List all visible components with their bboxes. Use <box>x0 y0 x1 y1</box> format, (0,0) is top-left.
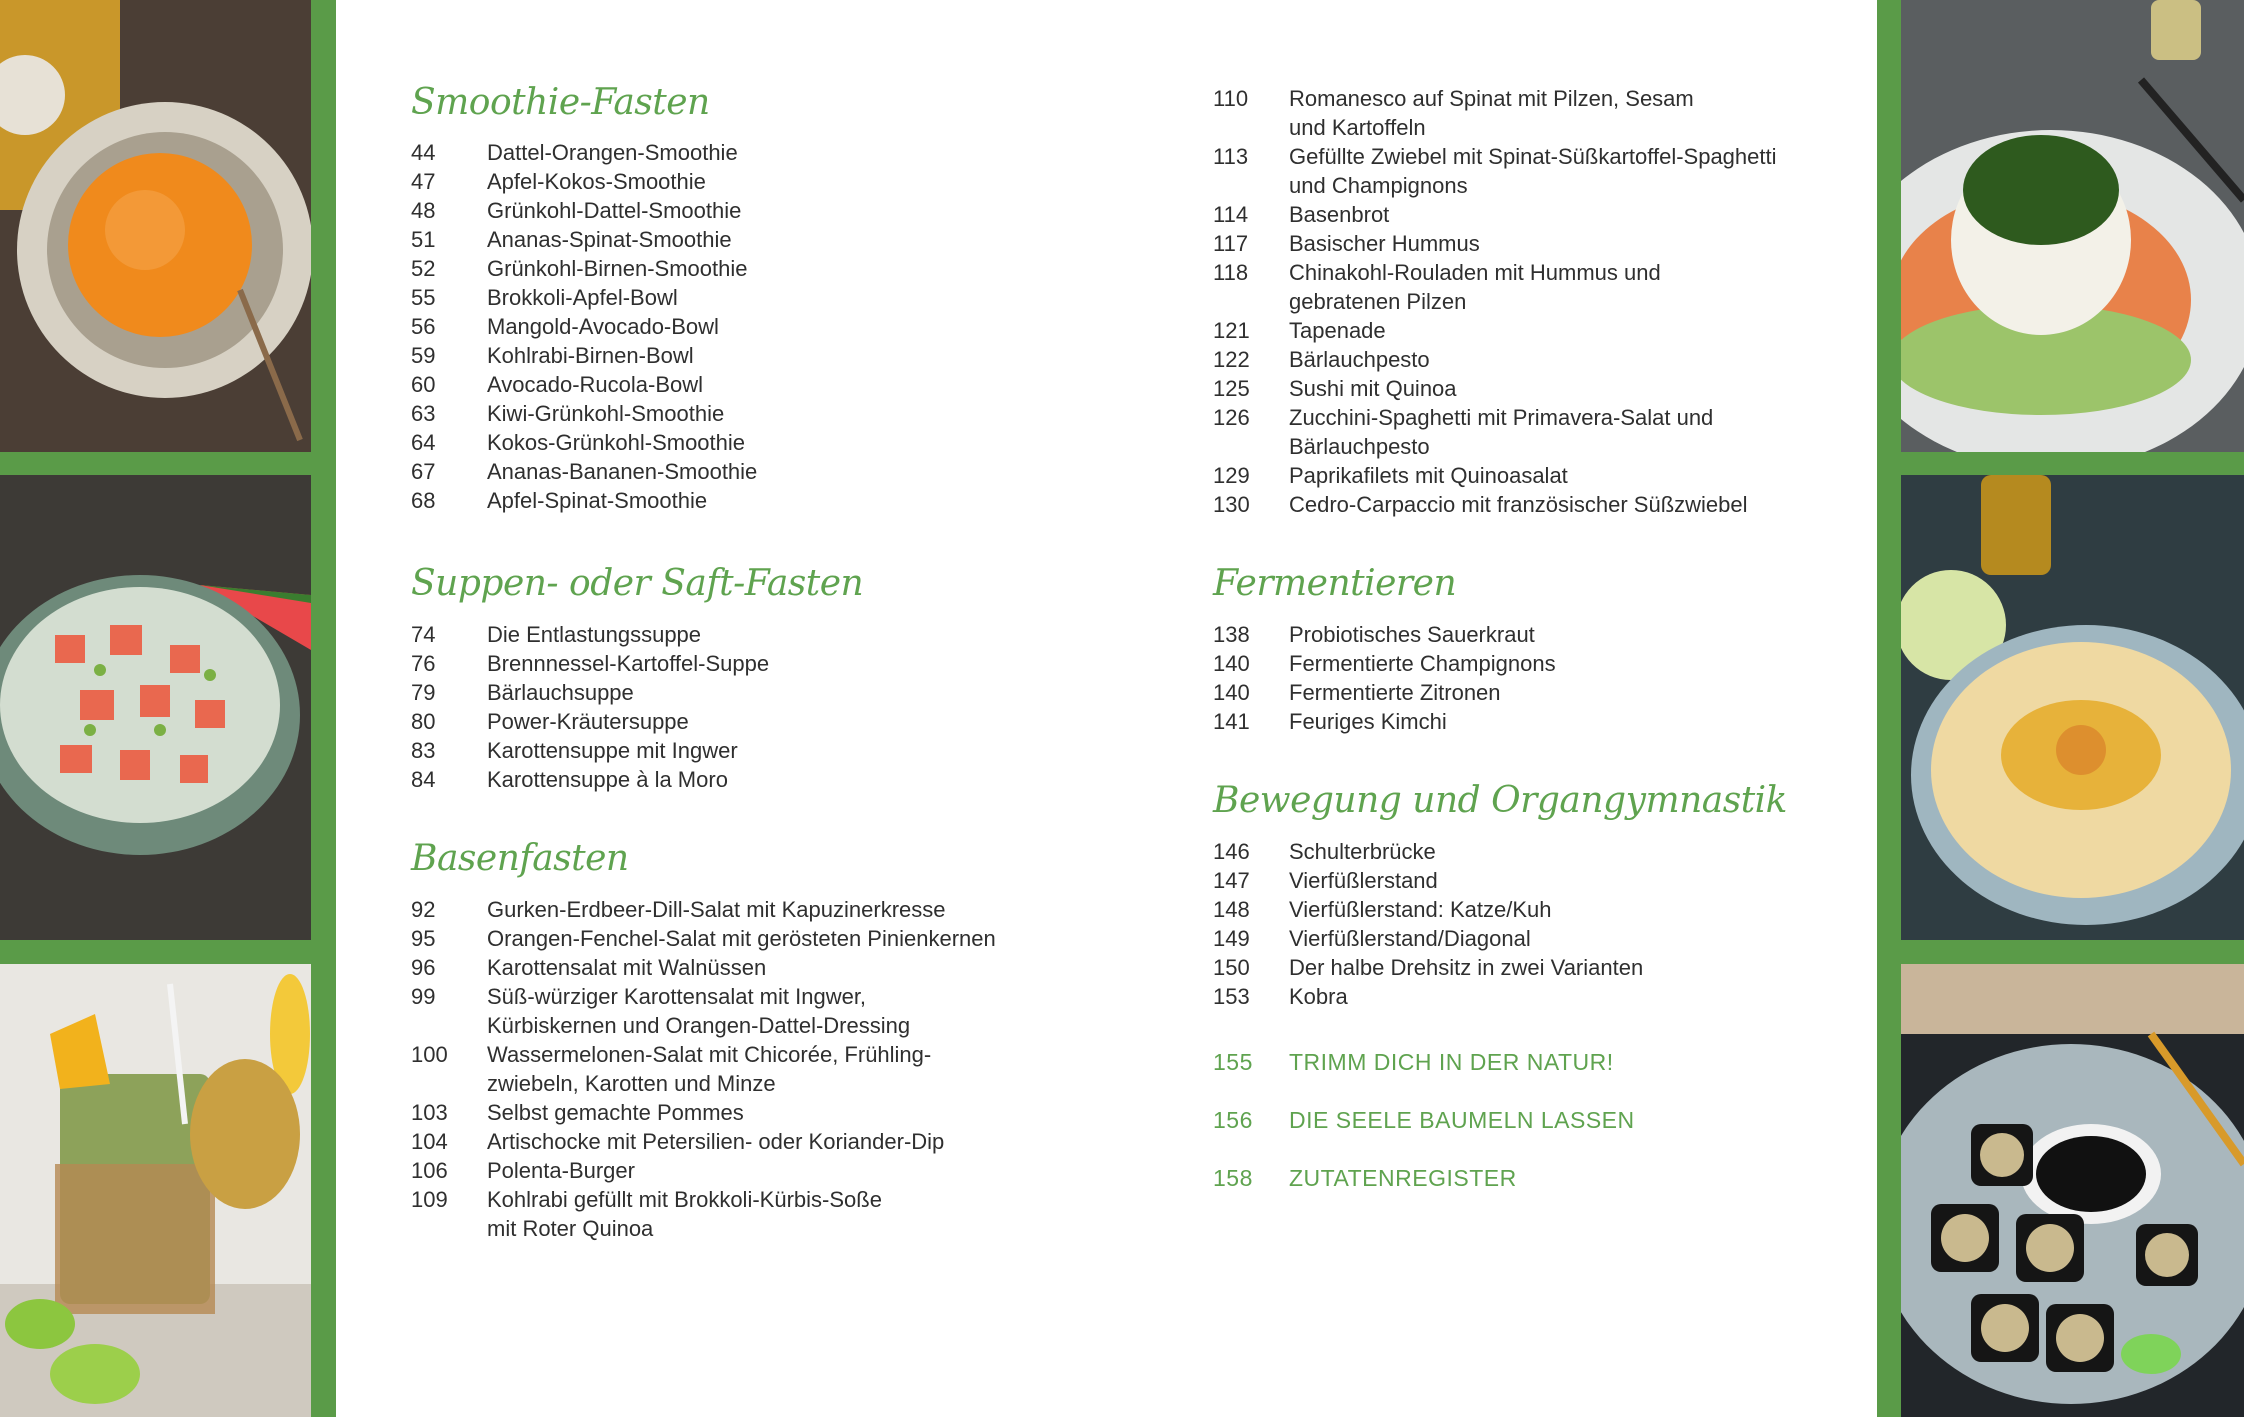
toc-entry-line: Apfel-Kokos-Smoothie <box>487 169 706 194</box>
toc-entry-title <box>1289 490 1748 519</box>
bowl-soup-icon <box>0 0 311 452</box>
toc-entry-line: Basischer Hummus <box>1289 231 1480 256</box>
toc-entry-title <box>487 895 946 924</box>
toc-entry-line: zwiebeln, Karotten und Minze <box>487 1071 776 1096</box>
toc-page-number: 117 <box>1213 231 1249 256</box>
toc-entry-title <box>487 1098 744 1127</box>
toc-page-number: 83 <box>411 738 436 763</box>
toc-entry <box>411 457 757 486</box>
toc-entry-title <box>1289 403 1713 461</box>
toc-entry <box>411 678 634 707</box>
section-title-basen: Basenfasten <box>411 838 629 879</box>
toc-entry <box>411 138 738 167</box>
toc-entry <box>411 399 724 428</box>
toc-entry-title <box>1289 84 1694 142</box>
toc-entry-title <box>487 225 732 254</box>
toc-entry-title <box>1289 895 1552 924</box>
watermelon-salad-photo <box>0 475 311 940</box>
toc-entry-line: Artischocke mit Petersilien- oder Koriander-Dip <box>487 1129 945 1154</box>
toc-entry-line: Sushi mit Quinoa <box>1289 376 1457 401</box>
toc-entry-line: Probiotisches Sauerkraut <box>1289 622 1535 647</box>
toc-page-number: 118 <box>1213 260 1249 285</box>
toc-entry-line: Fermentierte Champignons <box>1289 651 1556 676</box>
toc-entry <box>411 736 738 765</box>
toc-entry <box>1213 649 1556 678</box>
toc-entry-title <box>1289 229 1480 258</box>
toc-page-number: 153 <box>1213 984 1250 1009</box>
toc-page-number: 60 <box>411 372 436 397</box>
chapter-entry <box>1213 1048 1614 1077</box>
toc-entry-line: Grünkohl-Dattel-Smoothie <box>487 198 742 223</box>
chapter-entry <box>1213 1164 1517 1193</box>
toc-entry <box>1213 490 1748 519</box>
toc-entry-line: Vierfüßlerstand/Diagonal <box>1289 926 1531 951</box>
chapter-page-number: 158 <box>1213 1165 1253 1191</box>
toc-page-number: 138 <box>1213 622 1250 647</box>
toc-entry-line: Ananas-Spinat-Smoothie <box>487 227 732 252</box>
toc-entry-title <box>487 678 634 707</box>
chapter-page-number: 156 <box>1213 1107 1253 1133</box>
toc-entry-title <box>1289 374 1457 403</box>
toc-entry <box>411 765 728 794</box>
toc-page-number: 103 <box>411 1100 448 1125</box>
toc-page-number: 95 <box>411 926 436 951</box>
toc-entry <box>1213 229 1480 258</box>
toc-page-number: 109 <box>411 1187 448 1212</box>
toc-entry <box>1213 461 1568 490</box>
toc-entry-line: gebratenen Pilzen <box>1289 289 1467 314</box>
toc-entry <box>411 428 745 457</box>
toc-entry-line: Cedro-Carpaccio mit französischer Süßzwiebel <box>1289 492 1748 517</box>
toc-page-number: 100 <box>411 1042 448 1067</box>
carrot-soup-photo <box>0 0 311 452</box>
toc-entry <box>1213 707 1447 736</box>
toc-entry-line: Bärlauchpesto <box>1289 434 1430 459</box>
toc-page-number: 126 <box>1213 405 1250 430</box>
toc-entry <box>411 486 707 515</box>
toc-page-number: 110 <box>1213 86 1249 111</box>
plate-icon <box>1901 0 2244 452</box>
toc-page-number: 104 <box>411 1129 448 1154</box>
toc-entry-line: Fermentierte Zitronen <box>1289 680 1501 705</box>
section-title-fermentieren: Fermentieren <box>1213 563 1457 604</box>
toc-entry-title <box>1289 707 1447 736</box>
toc-entry <box>1213 678 1501 707</box>
toc-entry-line: mit Roter Quinoa <box>487 1216 654 1241</box>
toc-entry <box>411 953 766 982</box>
toc-entry-line: Die Entlastungssuppe <box>487 622 702 647</box>
toc-entry <box>1213 84 1694 142</box>
toc-entry-line: Brokkoli-Apfel-Bowl <box>487 285 678 310</box>
toc-entry-title <box>1289 258 1661 316</box>
toc-page-number: 64 <box>411 430 436 455</box>
toc-entry-line: Vierfüßlerstand <box>1289 868 1438 893</box>
toc-entry-line: Kohlrabi-Birnen-Bowl <box>487 343 694 368</box>
toc-entry-line: Feuriges Kimchi <box>1289 709 1447 734</box>
toc-entry-title <box>487 765 728 794</box>
toc-entry-line: Orangen-Fenchel-Salat mit gerösteten Pinienkernen <box>487 926 996 951</box>
green-smoothie-photo <box>0 964 311 1417</box>
toc-page-number: 148 <box>1213 897 1250 922</box>
toc-page-number: 52 <box>411 256 436 281</box>
toc-entry-title <box>487 399 724 428</box>
toc-entry-line: und Champignons <box>1289 173 1468 198</box>
toc-page-number: 146 <box>1213 839 1250 864</box>
toc-entry-title <box>487 1185 882 1243</box>
toc-entry-title <box>1289 649 1556 678</box>
toc-entry <box>1213 403 1713 461</box>
toc-entry <box>411 167 706 196</box>
left-photo-column <box>0 0 311 1417</box>
chapter-title: DIE SEELE BAUMELN LASSEN <box>1289 1107 1635 1133</box>
toc-entry <box>411 341 694 370</box>
toc-entry-line: Kiwi-Grünkohl-Smoothie <box>487 401 725 426</box>
sushi-icon <box>1901 964 2244 1417</box>
toc-page-number: 150 <box>1213 955 1250 980</box>
sushi-photo <box>1901 964 2244 1417</box>
toc-entry-title <box>487 312 719 341</box>
toc-page-number: 125 <box>1213 376 1250 401</box>
toc-entry <box>1213 374 1457 403</box>
toc-page-number: 63 <box>411 401 436 426</box>
toc-entry-title <box>487 196 741 225</box>
toc-entry-title <box>487 138 738 167</box>
toc-entry-title <box>487 486 707 515</box>
toc-entry-line: Basenbrot <box>1289 202 1390 227</box>
toc-entry-title <box>1289 142 1777 200</box>
section-title-bewegung: Bewegung und Organgymnastik <box>1213 780 1787 821</box>
toc-page-number: 113 <box>1213 144 1249 169</box>
toc-entry-title <box>487 254 747 283</box>
toc-page-number: 141 <box>1213 709 1250 734</box>
section-title-smoothie: Smoothie-Fasten <box>411 82 710 123</box>
toc-entry-title <box>1289 953 1643 982</box>
toc-entry-line: Dattel-Orangen-Smoothie <box>487 140 738 165</box>
toc-entry-title <box>487 736 738 765</box>
toc-entry-line: Apfel-Spinat-Smoothie <box>487 488 708 513</box>
toc-entry-line: Karottensuppe à la Moro <box>487 767 728 792</box>
toc-entry <box>411 895 946 924</box>
toc-entry-title <box>1289 461 1568 490</box>
toc-page-number: 68 <box>411 488 436 513</box>
toc-page-number: 129 <box>1213 463 1250 488</box>
toc-page-number: 79 <box>411 680 436 705</box>
toc-entry-title <box>1289 620 1535 649</box>
toc-entry-title <box>487 1156 635 1185</box>
toc-entry-title <box>487 707 689 736</box>
toc-entry-title <box>487 167 706 196</box>
toc-entry-line: Chinakohl-Rouladen mit Hummus und <box>1289 260 1661 285</box>
toc-entry <box>411 924 996 953</box>
toc-page-number: 106 <box>411 1158 448 1183</box>
toc-entry-line: Power-Kräutersuppe <box>487 709 689 734</box>
toc-entry-line: Karottensalat mit Walnüssen <box>487 955 767 980</box>
toc-page-number: 74 <box>411 622 436 647</box>
toc-entry-line: Avocado-Rucola-Bowl <box>487 372 704 397</box>
toc-page-number: 56 <box>411 314 436 339</box>
toc-entry-title <box>487 457 757 486</box>
toc-entry <box>411 312 719 341</box>
toc-entry-title <box>1289 866 1438 895</box>
toc-entry-title <box>1289 924 1531 953</box>
toc-entry-line: Schulterbrücke <box>1289 839 1436 864</box>
toc-entry <box>411 283 678 312</box>
toc-entry-title <box>1289 345 1430 374</box>
toc-entry-title <box>1289 200 1389 229</box>
toc-page-number: 114 <box>1213 202 1249 227</box>
toc-entry-line: Paprikafilets mit Quinoasalat <box>1289 463 1568 488</box>
toc-entry <box>1213 258 1661 316</box>
toc-entry-title <box>1289 837 1436 866</box>
toc-page-number: 140 <box>1213 651 1250 676</box>
toc-entry <box>411 1156 635 1185</box>
toc-page-number: 59 <box>411 343 436 368</box>
toc-entry-title <box>487 1127 944 1156</box>
toc-entry <box>411 196 741 225</box>
toc-page-number: 96 <box>411 955 436 980</box>
toc-entry-title <box>487 953 766 982</box>
hummus-photo <box>1901 475 2244 940</box>
toc-entry-line: Gefüllte Zwiebel mit Spinat-Süßkartoffel-Spaghetti <box>1289 144 1777 169</box>
toc-entry-line: Kohlrabi gefüllt mit Brokkoli-Kürbis-Soße <box>487 1187 882 1212</box>
toc-entry <box>1213 953 1643 982</box>
salad-bowl-icon <box>0 475 311 940</box>
toc-entry-line: Bärlauchpesto <box>1289 347 1430 372</box>
toc-page-number: 80 <box>411 709 436 734</box>
toc-entry-line: Kokos-Grünkohl-Smoothie <box>487 430 746 455</box>
toc-entry-line: Karottensuppe mit Ingwer <box>487 738 738 763</box>
toc-page-number: 140 <box>1213 680 1250 705</box>
toc-entry-line: Ananas-Bananen-Smoothie <box>487 459 758 484</box>
toc-page-number: 51 <box>411 227 436 252</box>
toc-entry-line: Der halbe Drehsitz in zwei Varianten <box>1289 955 1644 980</box>
toc-entry-line: Zucchini-Spaghetti mit Primavera-Salat und <box>1289 405 1714 430</box>
toc-page-number: 67 <box>411 459 436 484</box>
toc-page-number: 84 <box>411 767 436 792</box>
toc-entry-title <box>1289 982 1348 1011</box>
toc-entry-line: Süß-würziger Karottensalat mit Ingwer, <box>487 984 867 1009</box>
toc-page-number: 48 <box>411 198 436 223</box>
chapter-title: TRIMM DICH IN DER NATUR! <box>1289 1049 1614 1075</box>
toc-page-number: 121 <box>1213 318 1250 343</box>
toc-entry <box>411 225 732 254</box>
table-of-contents-page <box>336 0 1877 1417</box>
toc-page-number: 47 <box>411 169 436 194</box>
toc-entry <box>411 370 703 399</box>
toc-page-number: 92 <box>411 897 436 922</box>
toc-entry <box>411 620 701 649</box>
toc-entry-title <box>1289 316 1386 345</box>
toc-entry-line: Kürbiskernen und Orangen-Dattel-Dressing <box>487 1013 911 1038</box>
toc-entry-title <box>487 283 678 312</box>
toc-entry <box>411 1040 931 1098</box>
toc-entry-title <box>487 982 910 1040</box>
toc-entry-line: Bärlauchsuppe <box>487 680 634 705</box>
toc-entry <box>411 649 769 678</box>
toc-entry <box>1213 837 1436 866</box>
toc-entry-line: und Kartoffeln <box>1289 115 1426 140</box>
toc-entry <box>411 982 910 1040</box>
chapter-page-number: 155 <box>1213 1049 1253 1075</box>
toc-entry-line: Polenta-Burger <box>487 1158 635 1183</box>
toc-entry-title <box>487 428 745 457</box>
toc-entry-line: Grünkohl-Birnen-Smoothie <box>487 256 748 281</box>
toc-entry <box>1213 620 1535 649</box>
toc-entry-title <box>487 649 769 678</box>
toc-entry <box>411 707 689 736</box>
toc-page-number: 76 <box>411 651 436 676</box>
chapter-title: ZUTATENREGISTER <box>1289 1165 1517 1191</box>
toc-page-number: 130 <box>1213 492 1250 517</box>
toc-entry-title <box>487 341 694 370</box>
toc-entry-line: Brennnessel-Kartoffel-Suppe <box>487 651 770 676</box>
toc-entry <box>411 1185 882 1243</box>
toc-page-number: 55 <box>411 285 436 310</box>
toc-entry-line: Kobra <box>1289 984 1348 1009</box>
toc-entry <box>1213 200 1389 229</box>
toc-entry-line: Romanesco auf Spinat mit Pilzen, Sesam <box>1289 86 1694 111</box>
chapter-entry <box>1213 1106 1635 1135</box>
toc-entry <box>1213 924 1531 953</box>
toc-page-number: 44 <box>411 140 436 165</box>
toc-entry-title <box>1289 678 1501 707</box>
right-photo-column <box>1901 0 2244 1417</box>
toc-entry-line: Selbst gemachte Pommes <box>487 1100 744 1125</box>
toc-page-number: 149 <box>1213 926 1250 951</box>
toc-entry <box>1213 866 1438 895</box>
toc-entry-title <box>487 924 996 953</box>
toc-entry-line: Wassermelonen-Salat mit Chicorée, Frühling- <box>487 1042 932 1067</box>
toc-entry <box>411 254 747 283</box>
toc-entry <box>1213 316 1386 345</box>
toc-entry-line: Tapenade <box>1289 318 1386 343</box>
section-title-suppen: Suppen- oder Saft-Fasten <box>411 563 864 604</box>
toc-entry <box>1213 982 1348 1011</box>
toc-page-number: 147 <box>1213 868 1250 893</box>
toc-entry <box>411 1098 744 1127</box>
stuffed-onion-photo <box>1901 0 2244 452</box>
toc-entry-title <box>487 370 703 399</box>
toc-entry-line: Gurken-Erdbeer-Dill-Salat mit Kapuzinerkresse <box>487 897 946 922</box>
toc-entry <box>1213 345 1430 374</box>
toc-entry-line: Vierfüßlerstand: Katze/Kuh <box>1289 897 1552 922</box>
toc-entry <box>1213 895 1552 924</box>
toc-page-number: 122 <box>1213 347 1250 372</box>
toc-entry-title <box>487 1040 931 1098</box>
toc-page-number: 99 <box>411 984 436 1009</box>
toc-entry <box>1213 142 1777 200</box>
toc-entry-line: Mangold-Avocado-Bowl <box>487 314 719 339</box>
bowl-icon <box>1901 475 2244 940</box>
toc-entry-title <box>487 620 701 649</box>
toc-entry <box>411 1127 944 1156</box>
glass-drink-icon <box>0 964 311 1417</box>
